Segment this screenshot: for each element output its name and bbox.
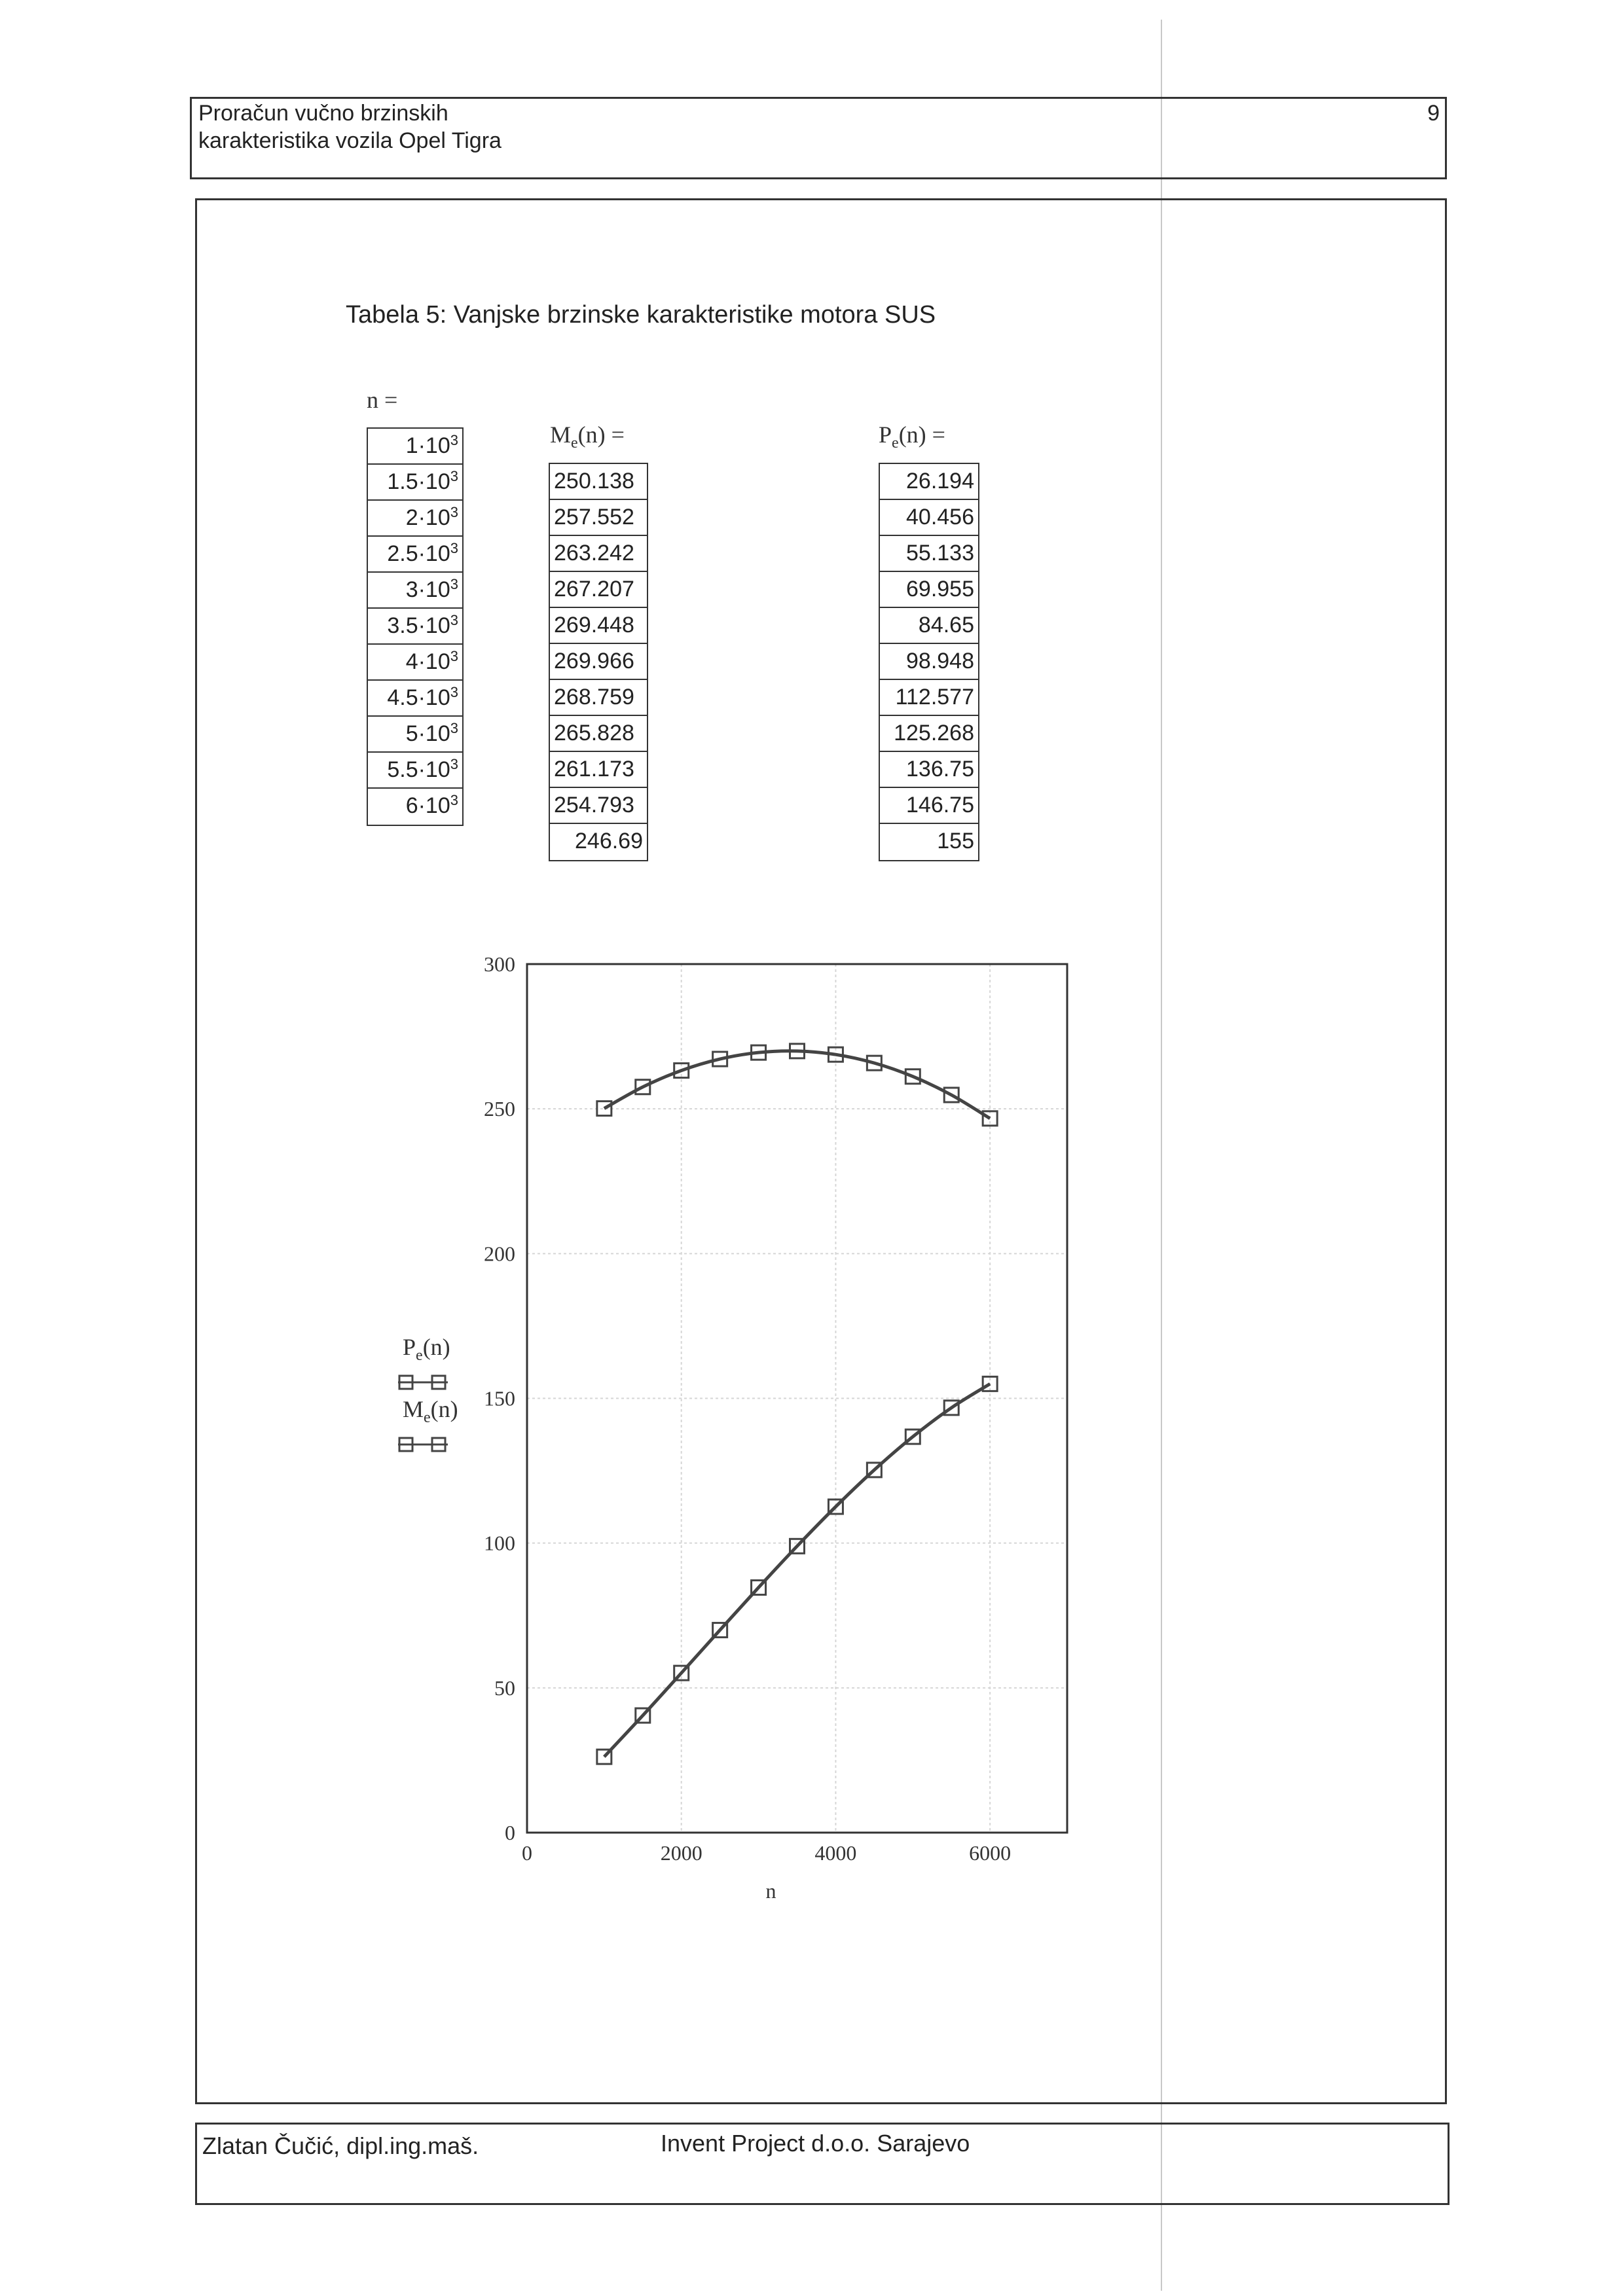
- pe-cell: 146.75: [880, 788, 978, 824]
- pe-cell: 55.133: [880, 536, 978, 572]
- me-cell: 250.138: [550, 464, 647, 500]
- n-cell: $4\cdot 10^3$: [368, 645, 462, 681]
- n-cell: $2.5\cdot 10^3$: [368, 537, 462, 573]
- footer-company: Invent Project d.o.o. Sarajevo: [661, 2130, 970, 2157]
- pe-cell: 69.955: [880, 572, 978, 608]
- pe-cell: 155: [937, 829, 974, 853]
- me-cell: 267.207: [550, 572, 647, 608]
- pe-cell: 112.577: [880, 680, 978, 716]
- y-tick-label: 250: [484, 1097, 515, 1121]
- pe-cell: 40.456: [880, 500, 978, 536]
- n-label: n =: [367, 387, 398, 413]
- n-cell: $1\cdot 10^3$: [368, 429, 462, 465]
- x-axis-label: n: [765, 1879, 776, 1903]
- pe-cell: 84.65: [880, 608, 978, 644]
- y-tick-label: 150: [484, 1386, 515, 1410]
- n-cell: $3.5\cdot 10^3$: [368, 609, 462, 645]
- x-tick-label: 2000: [660, 1841, 702, 1865]
- pe-cell: 136.75: [880, 752, 978, 788]
- y-tick-label: 50: [494, 1676, 515, 1700]
- me-cell: 246.69: [575, 829, 643, 853]
- page-number: 9: [1427, 101, 1440, 126]
- pe-cell: 26.194: [880, 464, 978, 500]
- me-cell: 265.828: [550, 716, 647, 752]
- me-cell: 261.173: [550, 752, 647, 788]
- me-cell: 263.242: [550, 536, 647, 572]
- n-cell: $5\cdot 10^3$: [368, 717, 462, 753]
- pe-label-arg: (n) =: [898, 422, 945, 448]
- y-tick-label: 200: [484, 1242, 515, 1266]
- n-cell: $1.5\cdot 10^3$: [368, 465, 462, 501]
- pe-cell: 98.948: [880, 644, 978, 680]
- x-tick-label: 0: [522, 1841, 532, 1865]
- legend-label: $M_e(n)$: [403, 1396, 458, 1426]
- y-tick-label: 300: [484, 952, 515, 976]
- me-cell: 268.759: [550, 680, 647, 716]
- n-cell: $4.5\cdot 10^3$: [368, 681, 462, 717]
- x-tick-label: 4000: [814, 1841, 857, 1865]
- header-title-line1: Proračun vučno brzinskih: [198, 101, 448, 126]
- table-caption: Tabela 5: Vanjske brzinske karakteristike motora SUS: [346, 301, 936, 329]
- pe-label-main: P: [879, 422, 892, 448]
- me-label-main: M: [550, 422, 572, 448]
- series-line: [604, 1384, 990, 1757]
- me-cell: 257.552: [550, 500, 647, 536]
- n-cell: $5.5\cdot 10^3$: [368, 753, 462, 789]
- pe-label-sub: e: [892, 435, 899, 452]
- me-cell: 254.793: [550, 788, 647, 824]
- pe-cell: 125.268: [880, 716, 978, 752]
- me-label-arg: (n) =: [577, 422, 625, 448]
- page-footer: [195, 2123, 1450, 2205]
- legend-label: $P_e(n)$: [403, 1334, 450, 1364]
- me-cell: 269.966: [550, 644, 647, 680]
- header-title-line2: karakteristika vozila Opel Tigra: [198, 128, 501, 153]
- y-tick-label: 100: [484, 1531, 515, 1555]
- me-label-sub: e: [571, 435, 578, 452]
- n-cell: $6\cdot 10^3$: [405, 792, 458, 818]
- n-cell: $2\cdot 10^3$: [368, 501, 462, 537]
- x-tick-label: 6000: [969, 1841, 1012, 1865]
- y-tick-label: 0: [505, 1821, 515, 1844]
- me-cell: 269.448: [550, 608, 647, 644]
- footer-author: Zlatan Čučić, dipl.ing.maš.: [202, 2132, 479, 2159]
- n-cell: $3\cdot 10^3$: [368, 573, 462, 609]
